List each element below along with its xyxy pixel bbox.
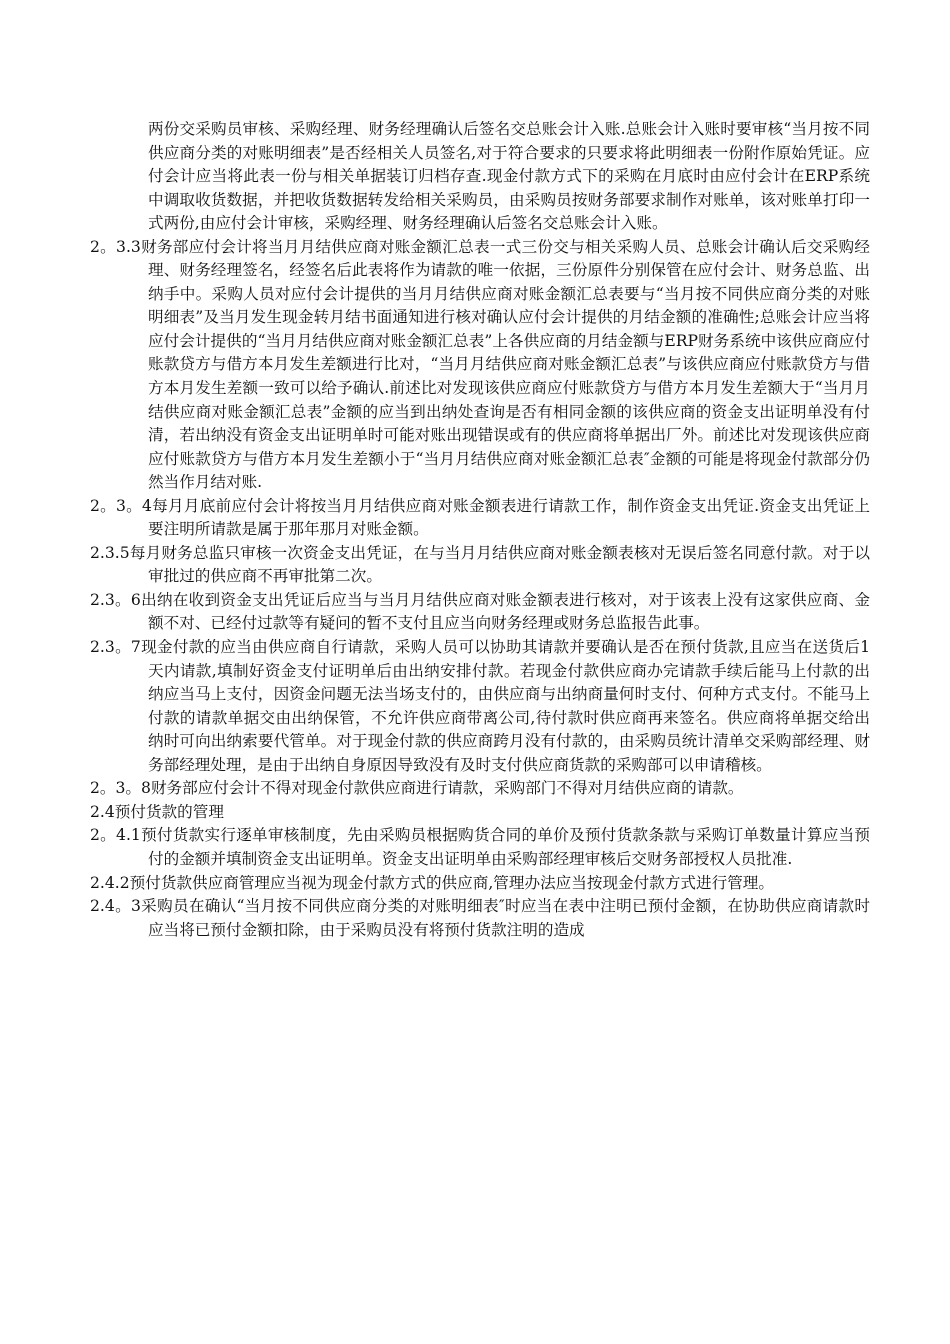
paragraph-2-4-2: 2.4.2预付货款供应商管理应当视为现金付款方式的供应商,管理办法应当按现金付款方式进行管理。 bbox=[90, 873, 774, 892]
paragraph-2-3-8: 2。3。8财务部应付会计不得对现金付款供应商进行请款，采购部门不得对月结供应商的请款。 bbox=[90, 779, 744, 798]
document-page bbox=[90, 118, 870, 942]
section-heading-2-4: 2.4预付货款的管理 bbox=[90, 802, 224, 821]
paragraph-2-3-6: 2.3。6出纳在收到资金支出凭证后应当与当月月结供应商对账金额表进行核对，对于该表上没有这家供应商、金额不对、已经付过款等有疑问的暂不支付且应当向财务经理或财务总监报告此事。 bbox=[90, 590, 870, 633]
paragraph-2-3-7: 2.3。7现金付款的应当由供应商自行请款，采购人员可以协助其请款并要确认是否在预付货款,且应当在送货后1天内请款,填制好资金支付证明单后由出纳安排付款。若现金付款供应商办完请款手续后能马上付款的出纳应当马上支付，因资金问题无法当场支付的，由供应商与出纳商量何时支付、何种方式支付。不能马上付款的请款单据交由出纳保管，不允许供应商带离公司,待付款时供应商再来签名。供应商将单据交给出纳时可向出纳索要代管单。对于现金付款的供应商跨月没有付款的，由采购员统计清单交采购部经理、财务部经理处理，是由于出纳自身原因导致没有及时支付供应商货款的采购部可以申请稽核。 bbox=[90, 638, 870, 774]
paragraph-2-3-3: 2。3.3财务部应付会计将当月月结供应商对账金额汇总表一式三份交与相关采购人员、总账会计确认后交采购经理、财务经理签名，经签名后此表将作为请款的唯一依据，三份原件分别保管在应付会计、财务总监、出纳手中。采购人员对应付会计提供的当月月结供应商对账金额汇总表要与“当月按不同供应商分类的对账明细表”及当月发生现金转月结书面通知进行核对确认应付会计提供的月结金额的准确性;总账会计应当将应付会计提供的“当月月结供应商对账金额汇总表”上各供应商的月结金额与ERP财务系统中该供应商应付账款贷方与借方本月发生差额进行比对，“当月月结供应商对账金额汇总表”与该供应商应付账款贷方与借方本月发生差额一致可以给予确认.前述比对发现该供应商应付账款贷方与借方本月发生差额大于“当月月结供应商对账金额汇总表”金额的应当到出纳处查询是否有相同金额的该供应商的资金支出证明单没有付清，若出纳没有资金支出证明单时可能对账出现错误或有的供应商将单据出厂外。前述比对发现该供应商应付账款贷方与借方本月发生差额小于“当月月结供应商对账金额汇总表″金额的可能是将现金付款部分仍然当作月结对账. bbox=[90, 237, 870, 492]
paragraph-2-3-4: 2。3。4每月月底前应付会计将按当月月结供应商对账金额表进行请款工作，制作资金支出凭证.资金支出凭证上要注明所请款是属于那年那月对账金额。 bbox=[90, 496, 870, 539]
paragraph-continuation: 两份交采购员审核、采购经理、财务经理确认后签名交总账会计入账.总账会计入账时要审核“当月按不同供应商分类的对账明细表”是否经相关人员签名,对于符合要求的只要求将此明细表一份附作原始凭证。应付会计应当将此表一份与相关单据装订归档存查.现金付款方式下的采购在月底时由应付会计在ERP系统中调取收货数据，并把收货数据转发给相关采购员，由采购员按财务部要求制作对账单，该对账单打印一式两份,由应付会计审核，采购经理、财务经理确认后签名交总账会计入账。 bbox=[148, 120, 870, 233]
paragraph-2-4-1: 2。4.1预付货款实行逐单审核制度，先由采购员根据购货合同的单价及预付货款条款与采购订单数量计算应当预付的金额并填制资金支出证明单。资金支出证明单由采购部经理审核后交财务部授权人员批准. bbox=[90, 826, 870, 868]
paragraph-2-3-5: 2.3.5每月财务总监只审核一次资金支出凭证，在与当月月结供应商对账金额表核对无误后签名同意付款。对于以审批过的供应商不再审批第二次。 bbox=[90, 543, 870, 586]
paragraph-2-4-3: 2.4。3采购员在确认“当月按不同供应商分类的对账明细表″时应当在表中注明已预付金额，在协助供应商请款时应当将已预付金额扣除，由于采购员没有将预付货款注明的造成 bbox=[90, 897, 870, 939]
